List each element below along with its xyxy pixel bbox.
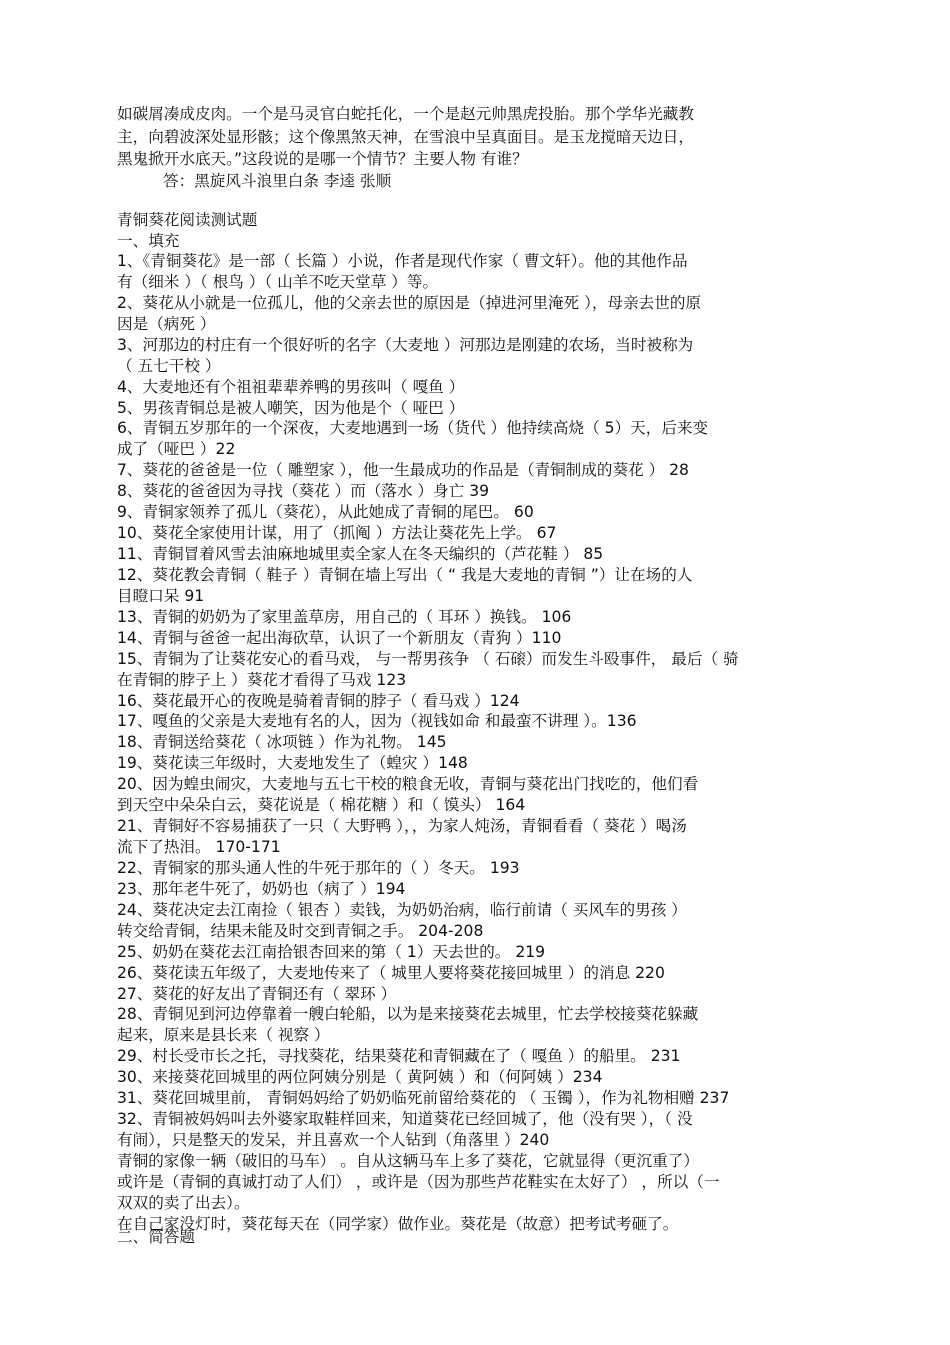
question-line: 在青铜的脖子上 ）葵花才看得了马戏 123 — [117, 671, 407, 689]
question-line: 22、青铜家的那头通人性的牛死于那年的（ ）冬天。 193 — [117, 859, 520, 877]
question-line: 或许是（青铜的真诚打动了人们） ，或许是（因为那些芦花鞋实在太好了） ，所以（一 — [117, 1173, 720, 1191]
passage-line: 黑鬼掀开水底天。”这段说的是哪一个情节？主要人物 有谁？ — [117, 150, 528, 168]
question-line: 7、葵花的爸爸是一位（ 雕塑家 ），他一生最成功的作品是（青铜制成的葵花 ） 28 — [117, 461, 689, 479]
question-line: 因是（病死 ） — [117, 315, 216, 333]
question-line: 有（细米 ）（ 根鸟 ）（ 山羊不吃天堂草 ）等。 — [117, 273, 439, 291]
question-line: 29、村长受市长之托，寻找葵花，结果葵花和青铜藏在了（ 嘎鱼 ）的船里。 231 — [117, 1047, 681, 1065]
question-line: 有闹），只是整天的发呆，并且喜欢一个人钻到（角落里 ）240 — [117, 1131, 550, 1149]
question-line: 23、那年老牛死了，奶奶也（病了 ）194 — [117, 880, 406, 898]
question-line: 13、青铜的奶奶为了家里盖草房，用自己的（ 耳环 ）换钱。 106 — [117, 608, 572, 626]
question-line: 双双的卖了出去）。 — [117, 1194, 250, 1212]
question-line: 26、葵花读五年级了，大麦地传来了（ 城里人要将葵花接回城里 ）的消息 220 — [117, 964, 665, 982]
passage-line: 主，向碧波深处显形骸；这个像黑煞天神，在雪浪中呈真面目。是玉龙搅暗天边日， — [117, 128, 694, 146]
question-line: 14、青铜与爸爸一起出海砍草，认识了一个新朋友（青狗 ）110 — [117, 629, 562, 647]
question-line: 起来，原来是县长来（ 视察 ） — [117, 1026, 330, 1044]
passage-line: 如碳屑凑成皮肉。一个是马灵官白蛇托化，一个是赵元帅黑虎投胎。那个学华光藏教 — [117, 105, 694, 123]
question-line: 12、葵花教会青铜（ 鞋子 ）青铜在墙上写出（ “ 我是大麦地的青铜 ”）让在场的人 — [117, 566, 693, 584]
question-line: 19、葵花读三年级时，大麦地发生了（蝗灾 ）148 — [117, 754, 468, 772]
question-line: 17、嘎鱼的父亲是大麦地有名的人，因为（视钱如命 和最蛮不讲理 ）。136 — [117, 712, 637, 730]
question-line: 15、青铜为了让葵花安心的看马戏， 与一帮男孩争 （ 石磙）而发生斗殴事件， 最后（ 骑 — [117, 650, 739, 668]
question-line: 3、河那边的村庄有一个很好听的名字（大麦地 ）河那边是刚建的农场，当时被称为 — [117, 336, 694, 354]
question-line: 28、青铜见到河边停靠着一艘白轮船，以为是来接葵花去城里，忙去学校接葵花躲藏 — [117, 1005, 699, 1023]
question-line: 6、青铜五岁那年的一个深夜，大麦地遇到一场（货代 ）他持续高烧（ 5）天，后来变 — [117, 419, 709, 437]
question-line: 24、葵花决定去江南捡（ 银杏 ）卖钱，为奶奶治病，临行前请（ 买风车的男孩 ） — [117, 901, 687, 919]
question-line: 5、男孩青铜总是被人嘲笑，因为他是个（ 哑巴 ） — [117, 399, 465, 417]
question-line: 27、葵花的好友出了青铜还有（ 翠环 ） — [117, 985, 397, 1003]
question-line: 30、来接葵花回城里的两位阿姨分别是（ 黄阿姨 ）和（何阿姨 ）234 — [117, 1068, 603, 1086]
question-line: 8、葵花的爸爸因为寻找（葵花 ）而（落水 ）身亡 39 — [117, 482, 490, 500]
question-line: 目瞪口呆 91 — [117, 587, 205, 605]
question-line: 成了（哑巴 ）22 — [117, 440, 236, 458]
section-heading-fill: 一、填充 — [117, 232, 180, 250]
question-line: 转交给青铜，结果未能及时交到青铜之手。 204-208 — [117, 922, 484, 940]
question-line: 32、青铜被妈妈叫去外婆家取鞋样回来，知道葵花已经回城了，他（没有哭 ），（ 没 — [117, 1110, 693, 1128]
test-title: 青铜葵花阅读测试题 — [117, 211, 258, 229]
question-line: 10、葵花全家使用计谋，用了（抓阄 ）方法让葵花先上学。 67 — [117, 524, 557, 542]
question-line: 9、青铜家领养了孤儿（葵花），从此她成了青铜的尾巴。 60 — [117, 503, 534, 521]
question-line: 在自己家没灯时，葵花每天在（同学家）做作业。葵花是（故意）把考试考砸了。 — [117, 1215, 679, 1233]
question-line: 2、葵花从小就是一位孤儿，他的父亲去世的原因是（掉进河里淹死 ），母亲去世的原 — [117, 294, 702, 312]
question-line: 20、因为蝗虫闹灾，大麦地与五七干校的粮食无收，青铜与葵花出门找吃的，他们看 — [117, 775, 699, 793]
question-line: 流下了热泪。 170-171 — [117, 838, 281, 856]
question-line: （ 五七干校 ） — [117, 357, 221, 375]
question-line: 21、青铜好不容易捕获了一只（ 大野鸭 ），，为家人炖汤，青铜看看（ 葵花 ）喝汤 — [117, 817, 687, 835]
passage-answer: 答：黑旋风斗浪里白条 李逵 张顺 — [163, 172, 392, 190]
question-line: 到天空中朵朵白云，葵花说是（ 棉花糖 ）和（ 馍头） 164 — [117, 796, 526, 814]
question-line: 11、青铜冒着风雪去油麻地城里卖全家人在冬天编织的（芦花鞋 ） 85 — [117, 545, 604, 563]
question-line: 4、大麦地还有个祖祖辈辈养鸭的男孩叫（ 嘎鱼 ） — [117, 378, 465, 396]
question-line: 青铜的家像一辆（破旧的马车） 。自从这辆马车上多了葵花，它就显得（更沉重了） — [117, 1152, 699, 1170]
question-line: 1、《青铜葵花》是一部（ 长篇 ）小说，作者是现代作家（ 曹文轩）。他的其他作品 — [117, 252, 688, 270]
question-line: 25、奶奶在葵花去江南拾银杏回来的第（ 1）天去世的。 219 — [117, 943, 546, 961]
section-heading-short-answer: 二、简答题 — [117, 1228, 195, 1246]
question-line: 18、青铜送给葵花（ 冰项链 ）作为礼物。 145 — [117, 733, 447, 751]
question-line: 16、葵花最开心的夜晚是骑着青铜的脖子（ 看马戏 ）124 — [117, 692, 520, 710]
question-line: 31、葵花回城里前， 青铜妈妈给了奶奶临死前留给葵花的 （ 玉镯 ），作为礼物相赠 237 — [117, 1089, 730, 1107]
